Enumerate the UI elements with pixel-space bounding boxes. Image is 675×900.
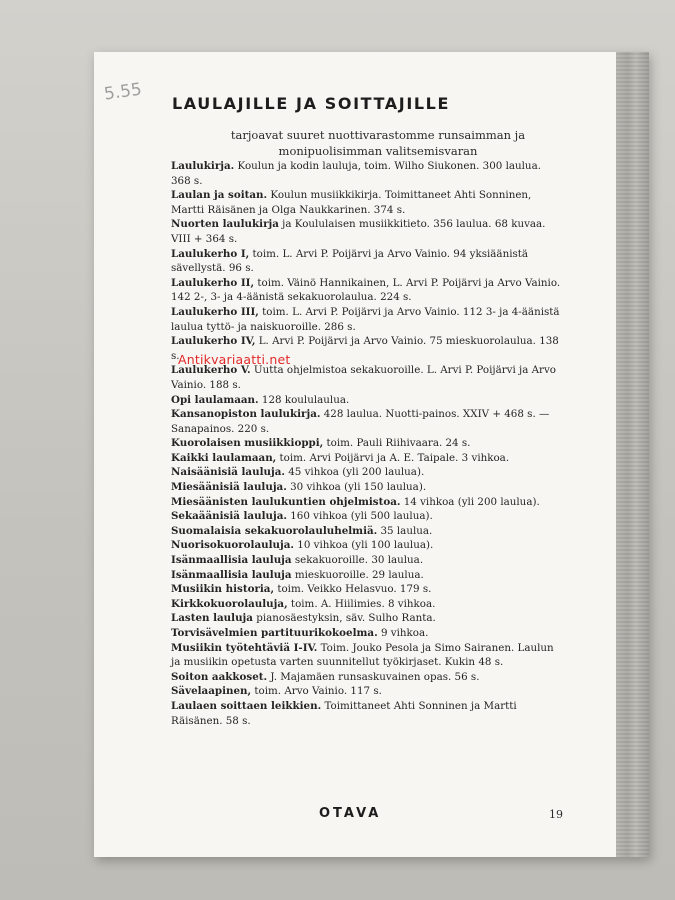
list-item xyxy=(171,217,561,246)
list-item xyxy=(171,626,561,641)
entry-title: Lasten lauluja xyxy=(171,612,253,625)
entry-description: toim. Pauli Riihivaara. 24 s. xyxy=(323,437,471,450)
list-item xyxy=(171,363,561,392)
book-spine xyxy=(616,52,649,857)
entry-description: 45 vihkoa (yli 200 laulua). xyxy=(284,466,425,479)
entry-description: 14 vihkoa (yli 200 laulua). xyxy=(400,495,540,508)
entry-title: Kaikki laulamaan, xyxy=(171,451,277,464)
list-item xyxy=(171,568,561,583)
list-item xyxy=(171,684,561,699)
entry-title: Naisäänisiä lauluja. xyxy=(171,466,285,479)
entry-title: Laulukerho II, xyxy=(171,276,255,289)
list-item xyxy=(171,495,561,510)
entry-description: Toimittaneet Ahti Sonninen ja Martti Räisänen. 58 s. xyxy=(171,699,517,727)
entry-description: 10 vihkoa (yli 100 laulua). xyxy=(294,539,434,552)
entry-description: J. Majamäen runsaskuvainen opas. 56 s. xyxy=(267,670,480,683)
list-item xyxy=(171,524,561,539)
entry-description: mieskuoroille. 29 laulua. xyxy=(291,568,424,581)
list-item xyxy=(171,247,561,276)
list-item xyxy=(171,641,561,670)
watermark: Antikvariaatti.net xyxy=(178,352,291,367)
list-item xyxy=(171,305,561,334)
list-item xyxy=(171,611,561,626)
entry-title: Laulaen soittaen leikkien. xyxy=(171,699,322,712)
list-item xyxy=(171,553,561,568)
publisher-name: OTAVA xyxy=(319,806,382,821)
entry-description: toim. Väinö Hannikainen, L. Arvi P. Poijärvi ja Arvo Vainio. 142 2-, 3- ja 4-äänistä sekakuorolaulua. 224 s. xyxy=(171,276,561,304)
list-item xyxy=(171,436,561,451)
entry-title: Isänmaallisia lauluja xyxy=(171,568,292,581)
pencil-price-note: 5.55 xyxy=(102,79,144,105)
entry-title: Torvisävelmien partituurikokoelma. xyxy=(171,627,378,639)
entry-description: 9 vihkoa. xyxy=(377,627,429,639)
entry-title: Laulukerho IV, xyxy=(171,335,256,348)
list-item xyxy=(171,582,561,597)
entry-description: toim. A. Hiilimies. 8 vihkoa. xyxy=(287,597,436,610)
entry-title: Miesäänisiä lauluja. xyxy=(171,481,287,494)
entry-description: Toim. Jouko Pesola ja Simo Sairanen. Laulun ja musiikin opetusta varten suunnitellut työkirjaset. Kukin 48 s. xyxy=(171,641,554,669)
entry-description: toim. L. Arvi P. Poijärvi ja Arvo Vainio. 94 yksiäänistä sävellystä. 96 s. xyxy=(171,247,529,275)
page-title: LAULAJILLE JA SOITTAJILLE xyxy=(172,94,450,113)
entry-title: Suomalaisia sekakuorolauluhelmiä. xyxy=(171,524,378,537)
entry-title: Laulan ja soitan. xyxy=(171,189,268,202)
list-item xyxy=(171,480,561,495)
list-item xyxy=(171,509,561,524)
list-item xyxy=(171,451,561,466)
entry-title: Kansanopiston laulukirja. xyxy=(171,408,321,421)
entry-title: Nuorisokuorolauluja. xyxy=(171,539,294,552)
entry-description: toim. Arvi Poijärvi ja A. E. Taipale. 3 vihkoa. xyxy=(276,451,510,464)
entry-description: Uutta ohjelmistoa sekakuoroille. L. Arvi P. Poijärvi ja Arvo Vainio. 188 s. xyxy=(171,364,556,391)
book-list xyxy=(171,159,561,728)
entry-title: Laulukerho III, xyxy=(171,305,259,318)
list-item xyxy=(171,597,561,612)
entry-description: sekakuoroille. 30 laulua. xyxy=(291,554,424,567)
list-item xyxy=(171,393,561,408)
list-item xyxy=(171,276,561,305)
entry-title: Opi laulamaan. xyxy=(171,393,259,406)
list-item xyxy=(171,188,561,217)
entry-description: 428 laulua. Nuotti-painos. XXIV + 468 s. — Sanapainos. 220 s. xyxy=(171,408,550,435)
entry-description: pianosäestyksin, säv. Sulho Ranta. xyxy=(252,612,436,625)
entry-title: Laulukerho V. xyxy=(171,364,251,377)
list-item xyxy=(171,407,561,436)
entry-title: Musiikin työtehtäviä I-IV. xyxy=(171,641,318,654)
entry-title: Miesäänisten laulukuntien ohjelmistoa. xyxy=(171,495,401,508)
entry-description: toim. L. Arvi P. Poijärvi ja Arvo Vainio. 112 3- ja 4-äänistä laulua tyttö- ja naiskuoroille. 286 s. xyxy=(171,305,560,333)
entry-description: ja Koululaisen musiikkitieto. 356 laulua. 68 kuvaa. VIII + 364 s. xyxy=(171,218,546,245)
list-item xyxy=(171,465,561,480)
entry-title: Nuorten laulukirja xyxy=(171,218,279,231)
entry-description: Koulun musiikkikirja. Toimittaneet Ahti Sonninen, Martti Räisänen ja Olga Naukkarinen. 374 s. xyxy=(171,189,532,216)
list-item xyxy=(171,159,561,188)
entry-title: Musiikin historia, xyxy=(171,583,275,596)
entry-description: toim. Arvo Vainio. 117 s. xyxy=(251,685,382,698)
subtitle: tarjoavat suuret nuottivarastomme runsaimman ja monipuolisimman valitsemisvaran xyxy=(230,128,526,158)
entry-title: Kirkkokuorolauluja, xyxy=(171,597,288,610)
entry-title: Isänmaallisia lauluja xyxy=(171,554,292,567)
page-number: 19 xyxy=(549,808,563,821)
entry-title: Sekaäänisiä lauluja. xyxy=(171,510,287,523)
entry-description: L. Arvi P. Poijärvi ja Arvo Vainio. 75 mieskuorolaulua. 138 s. xyxy=(171,335,559,362)
book-back-cover xyxy=(94,52,649,857)
entry-description: 35 laulua. xyxy=(377,524,433,537)
list-item xyxy=(171,670,561,685)
entry-title: Laulukirja. xyxy=(171,160,235,172)
cover-page xyxy=(94,52,616,857)
entry-title: Laulukerho I, xyxy=(171,247,250,260)
entry-title: Kuorolaisen musiikkioppi, xyxy=(171,437,324,450)
list-item xyxy=(171,699,561,728)
entry-title: Sävelaapinen, xyxy=(171,685,252,698)
entry-description: toim. Veikko Helasvuo. 179 s. xyxy=(274,583,432,596)
entry-description: 160 vihkoa (yli 500 laulua). xyxy=(286,510,433,523)
entry-description: 128 koululaulua. xyxy=(258,393,350,406)
entry-title: Soiton aakkoset. xyxy=(171,670,268,683)
entry-description: Koulun ja kodin lauluja, toim. Wilho Siukonen. 300 laulua. 368 s. xyxy=(171,160,541,187)
entry-description: 30 vihkoa (yli 150 laulua). xyxy=(286,481,427,494)
list-item xyxy=(171,538,561,553)
